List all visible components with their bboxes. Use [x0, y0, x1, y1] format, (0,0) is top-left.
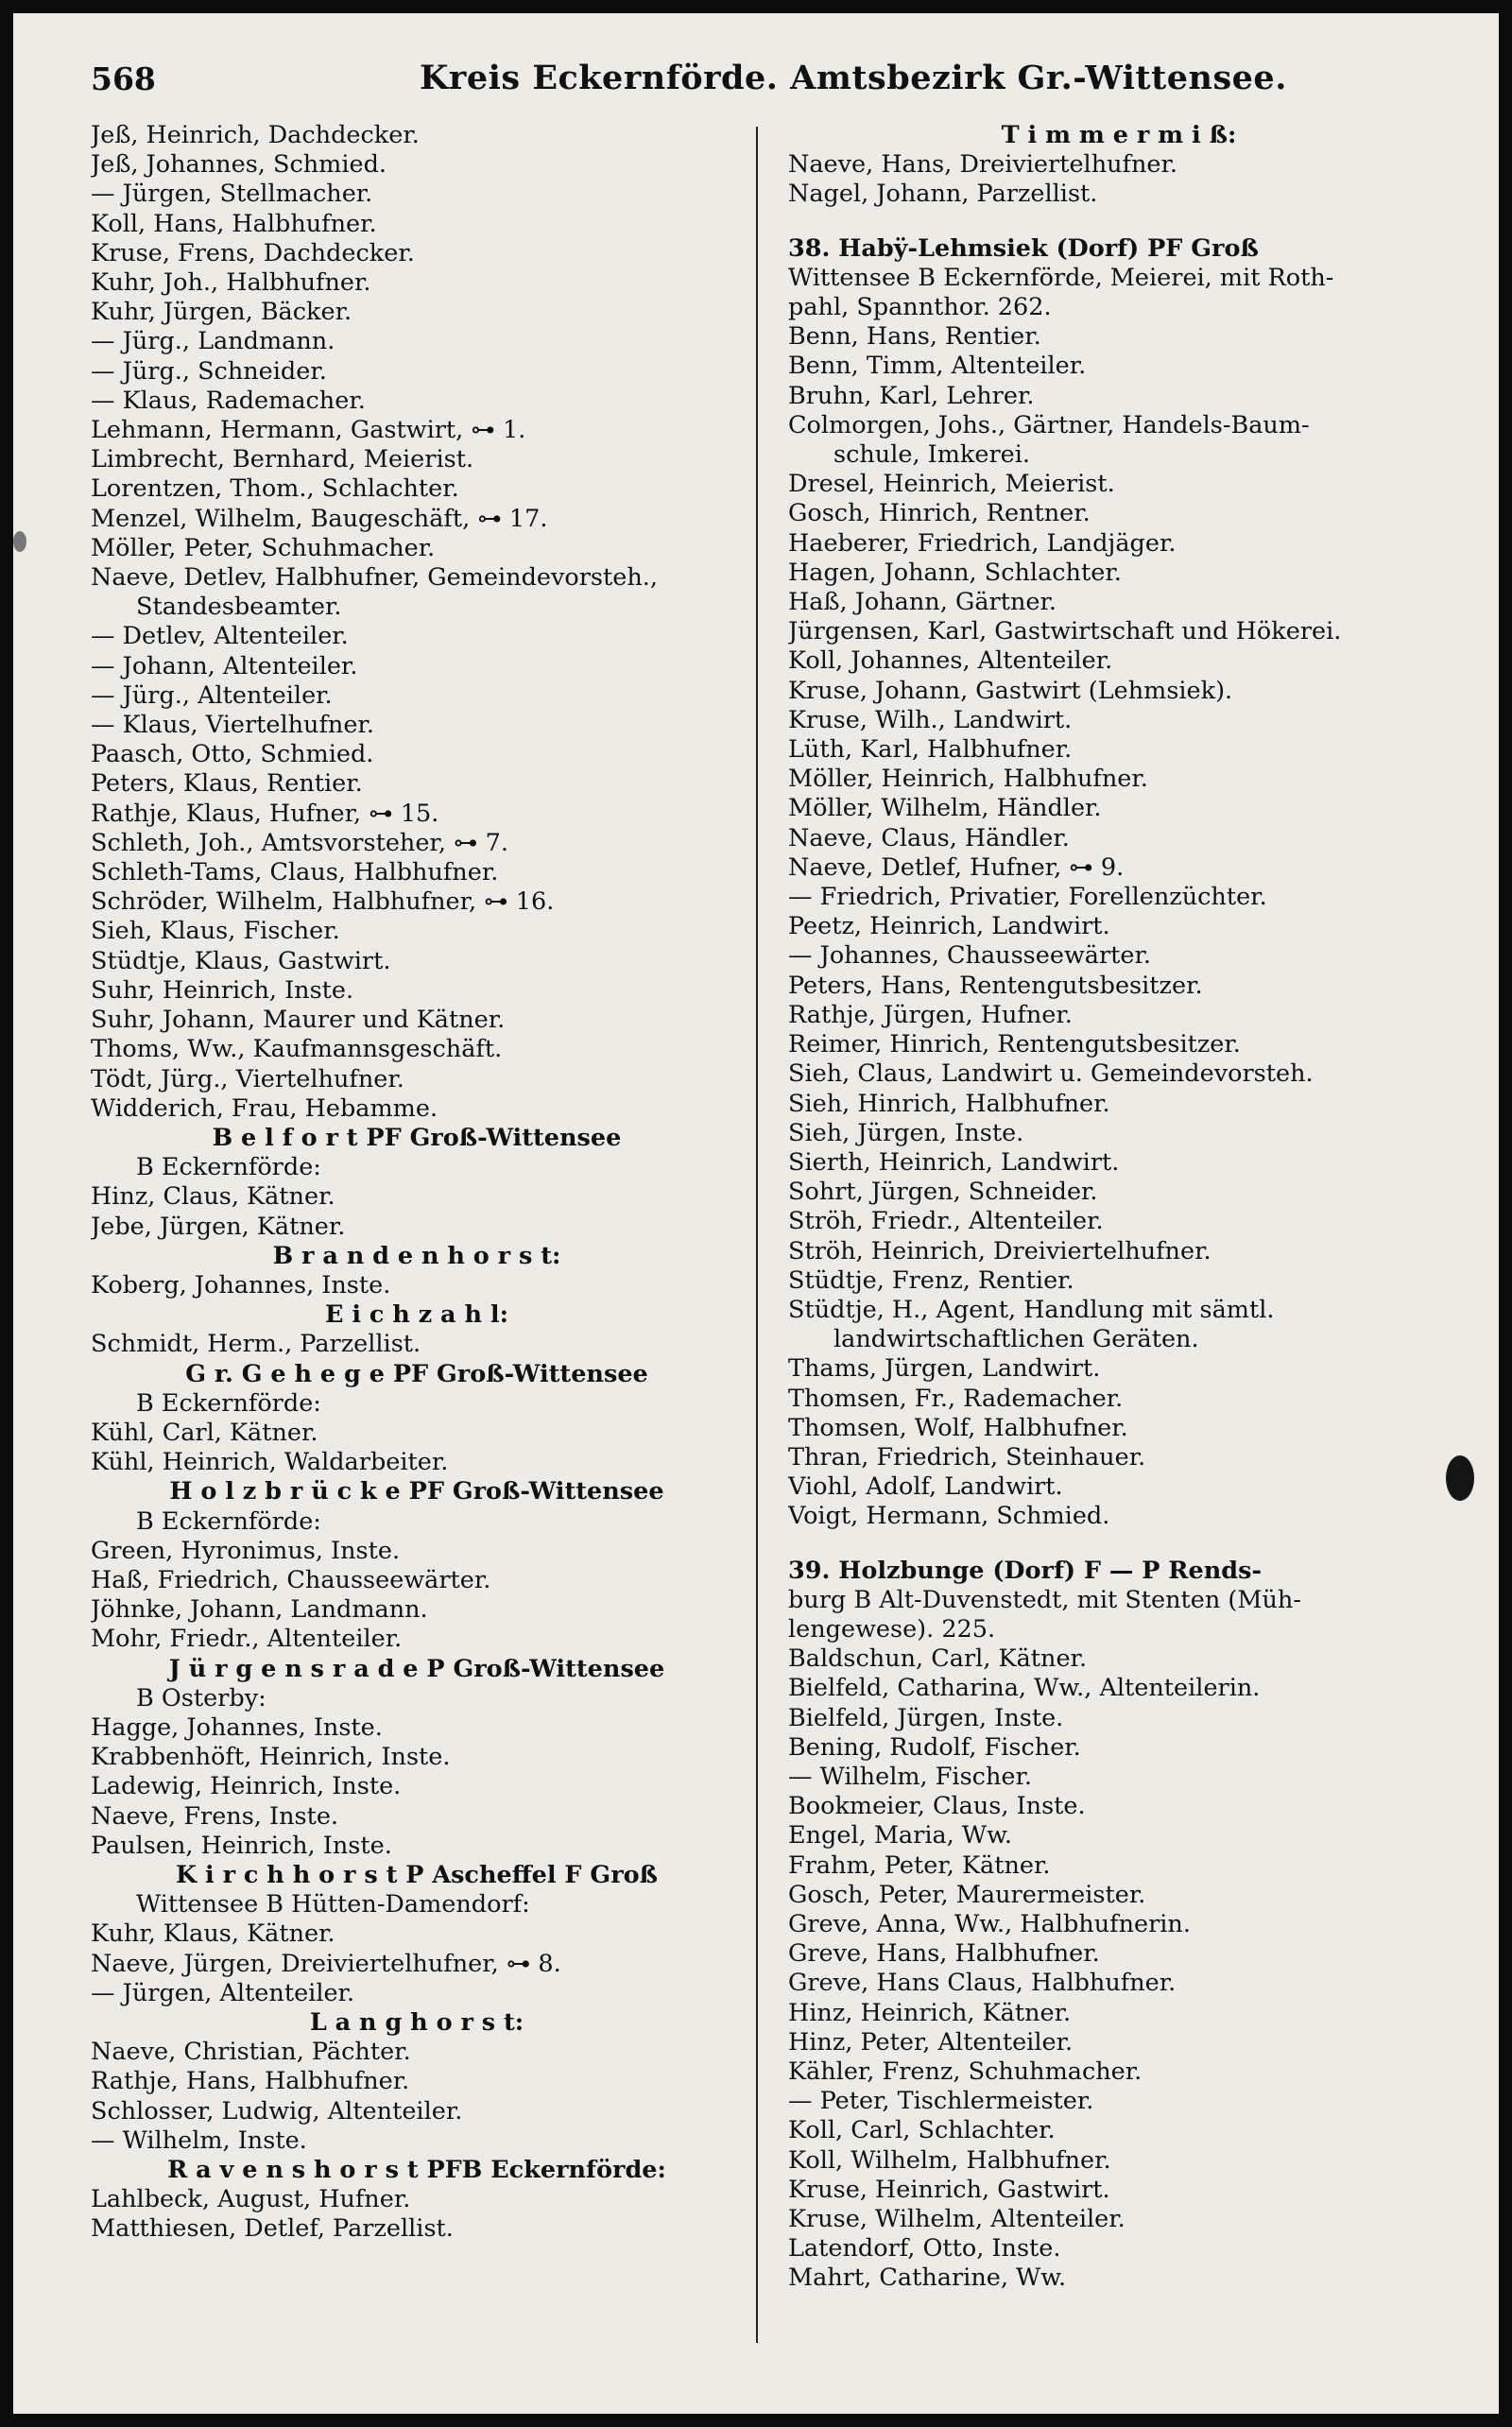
directory-entry: Gosch, Peter, Maurermeister. — [788, 1880, 1146, 1909]
directory-entry: Rathje, Hans, Halbhufner. — [91, 2067, 410, 2096]
directory-entry: B Eckernförde: — [136, 1153, 321, 1182]
directory-entry: Peters, Hans, Rentengutsbesitzer. — [788, 971, 1203, 1000]
directory-entry: B Eckernförde: — [136, 1506, 321, 1536]
directory-entry: Krabbenhöft, Heinrich, Inste. — [91, 1743, 451, 1772]
directory-entry: Sohrt, Jürgen, Schneider. — [788, 1178, 1098, 1207]
directory-entry: — Johannes, Chausseewärter. — [788, 941, 1152, 971]
directory-entry: schule, Imkerei. — [833, 440, 1031, 470]
binding-hole — [13, 531, 26, 552]
directory-entry: Bielfeld, Jürgen, Inste. — [788, 1703, 1064, 1732]
directory-entry: Lehmann, Hermann, Gastwirt, ⊶ 1. — [91, 416, 526, 445]
directory-entry: landwirtschaftlichen Geräten. — [833, 1325, 1199, 1354]
directory-entry: Thams, Jürgen, Landwirt. — [788, 1354, 1101, 1384]
section-heading: J ü r g e n s r a d e P Groß-Wittensee — [168, 1654, 665, 1683]
directory-entry: Naeve, Detlev, Halbhufner, Gemeindevorsteh., — [91, 563, 658, 593]
directory-entry: Thomsen, Fr., Rademacher. — [788, 1384, 1124, 1413]
directory-entry: Ladewig, Heinrich, Inste. — [91, 1772, 402, 1801]
section-heading: L a n g h o r s t: — [309, 2008, 524, 2037]
directory-entry: Jeß, Johannes, Schmied. — [91, 150, 387, 180]
directory-entry: Kruse, Heinrich, Gastwirt. — [788, 2175, 1110, 2204]
directory-entry: burg B Alt-Duvenstedt, mit Stenten (Müh- — [788, 1585, 1301, 1614]
section-heading: H o l z b r ü c k e PF Groß-Wittensee — [169, 1477, 664, 1506]
directory-entry: Naeve, Jürgen, Dreiviertelhufner, ⊶ 8. — [91, 1949, 561, 1978]
directory-entry: — Wilhelm, Fischer. — [788, 1762, 1032, 1791]
directory-entry: Thomsen, Wolf, Halbhufner. — [788, 1413, 1128, 1442]
directory-entry: Naeve, Hans, Dreiviertelhufner. — [788, 150, 1177, 180]
right-column — [788, 121, 1450, 2294]
directory-entry: Sieh, Jürgen, Inste. — [788, 1118, 1024, 1147]
directory-entry: Naeve, Claus, Händler. — [788, 823, 1070, 852]
directory-page — [13, 13, 1499, 2414]
directory-entry: Kruse, Johann, Gastwirt (Lehmsiek). — [788, 676, 1233, 705]
directory-entry: — Detlev, Altenteiler. — [91, 622, 349, 651]
directory-entry: Stüdtje, Frenz, Rentier. — [788, 1265, 1074, 1295]
directory-entry: Menzel, Wilhelm, Baugeschäft, ⊶ 17. — [91, 504, 548, 533]
directory-entry: Haß, Friedrich, Chausseewärter. — [91, 1565, 491, 1594]
directory-entry: Hinz, Heinrich, Kätner. — [788, 1998, 1072, 2027]
directory-entry: Voigt, Hermann, Schmied. — [788, 1502, 1110, 1531]
directory-entry: — Jürgen, Stellmacher. — [91, 180, 373, 209]
directory-entry: Kuhr, Jürgen, Bäcker. — [91, 298, 352, 327]
directory-entry: Koll, Hans, Halbhufner. — [91, 209, 377, 238]
directory-entry: — Jürg., Altenteiler. — [91, 680, 333, 710]
section-heading: K i r c h h o r s t P Ascheffel F Groß — [175, 1860, 659, 1889]
directory-entry: Green, Hyronimus, Inste. — [91, 1536, 401, 1565]
directory-entry: Lüth, Karl, Halbhufner. — [788, 735, 1073, 765]
directory-entry: Hinz, Claus, Kätner. — [91, 1182, 335, 1212]
directory-entry: Kühl, Heinrich, Waldarbeiter. — [91, 1448, 449, 1477]
directory-entry: — Jürg., Landmann. — [91, 327, 335, 356]
section-heading: B e l f o r t PF Groß-Wittensee — [212, 1123, 622, 1152]
directory-entry: Rathje, Klaus, Hufner, ⊶ 15. — [91, 799, 439, 828]
ink-blot — [1446, 1455, 1474, 1501]
directory-entry: Suhr, Heinrich, Inste. — [91, 975, 354, 1005]
directory-entry: — Friedrich, Privatier, Forellenzüchter. — [788, 883, 1267, 912]
directory-entry: Nagel, Johann, Parzellist. — [788, 180, 1098, 209]
directory-entry: Mahrt, Catharine, Ww. — [788, 2263, 1067, 2293]
directory-entry: Möller, Peter, Schuhmacher. — [91, 533, 436, 562]
directory-entry: — Jürg., Schneider. — [91, 356, 327, 386]
directory-entry: Koll, Carl, Schlachter. — [788, 2116, 1056, 2145]
directory-entry: Naeve, Frens, Inste. — [91, 1801, 339, 1831]
directory-entry: Paasch, Otto, Schmied. — [91, 740, 374, 769]
directory-entry: Lahlbeck, August, Hufner. — [91, 2185, 411, 2214]
directory-entry: Möller, Heinrich, Halbhufner. — [788, 765, 1148, 794]
directory-entry: Stüdtje, Klaus, Gastwirt. — [91, 946, 391, 975]
directory-entry: Naeve, Detlef, Hufner, ⊶ 9. — [788, 852, 1125, 882]
directory-entry: B Osterby: — [136, 1683, 266, 1713]
directory-entry: Kühl, Carl, Kätner. — [91, 1418, 318, 1447]
directory-entry: Dresel, Heinrich, Meierist. — [788, 470, 1115, 499]
page-number: 568 — [91, 60, 156, 97]
column-divider — [756, 127, 758, 2343]
directory-entry: Kuhr, Joh., Halbhufner. — [91, 268, 371, 298]
directory-entry: Kruse, Wilhelm, Altenteiler. — [788, 2205, 1125, 2234]
directory-entry: Hagen, Johann, Schlachter. — [788, 558, 1122, 587]
directory-entry: Sieh, Claus, Landwirt u. Gemeindevorsteh. — [788, 1059, 1314, 1089]
directory-entry: Möller, Wilhelm, Händler. — [788, 794, 1102, 823]
page-title: Kreis Eckernförde. Amtsbezirk Gr.-Wittensee. — [420, 59, 1287, 97]
directory-entry: — Jürgen, Altenteiler. — [91, 1978, 355, 2007]
directory-entry: — Johann, Altenteiler. — [91, 651, 358, 680]
directory-entry: — Peter, Tischlermeister. — [788, 2087, 1094, 2116]
directory-entry: Latendorf, Otto, Inste. — [788, 2234, 1061, 2263]
directory-entry: Engel, Maria, Ww. — [788, 1821, 1013, 1850]
directory-entry: Frahm, Peter, Kätner. — [788, 1850, 1051, 1880]
directory-entry: lengewese). 225. — [788, 1614, 996, 1644]
directory-entry: Bielfeld, Catharina, Ww., Altenteilerin. — [788, 1674, 1261, 1703]
directory-entry: Tödt, Jürg., Viertelhufner. — [91, 1064, 404, 1093]
section-spacer — [788, 210, 1450, 234]
section-heading: T i m m e r m i ß: — [1001, 121, 1237, 149]
directory-entry: Jöhnke, Johann, Landmann. — [91, 1595, 428, 1625]
directory-entry: Koberg, Johannes, Inste. — [91, 1270, 391, 1300]
directory-entry: B Eckernförde: — [136, 1388, 321, 1418]
directory-entry: Baldschun, Carl, Kätner. — [788, 1644, 1088, 1674]
directory-entry: Koll, Johannes, Altenteiler. — [788, 646, 1113, 676]
directory-entry: Standesbeamter. — [136, 593, 342, 622]
directory-entry: Schleth-Tams, Claus, Halbhufner. — [91, 858, 499, 887]
directory-entry: Bruhn, Karl, Lehrer. — [788, 381, 1035, 410]
directory-entry: Lorentzen, Thom., Schlachter. — [91, 474, 459, 504]
directory-entry: Koll, Wilhelm, Halbhufner. — [788, 2145, 1111, 2175]
directory-entry: Sieh, Klaus, Fischer. — [91, 917, 340, 946]
directory-entry: Wittensee B Eckernförde, Meierei, mit Roth- — [788, 263, 1334, 292]
directory-entry: — Klaus, Viertelhufner. — [91, 711, 374, 740]
directory-entry: Bookmeier, Claus, Inste. — [788, 1792, 1086, 1821]
directory-entry: Suhr, Johann, Maurer und Kätner. — [91, 1006, 506, 1035]
directory-entry: Benn, Timm, Altenteiler. — [788, 352, 1087, 381]
section-heading: 39. Holzbunge (Dorf) F — P Rends- — [788, 1556, 1263, 1585]
directory-entry: Hinz, Peter, Altenteiler. — [788, 2027, 1074, 2057]
directory-entry: Hagge, Johannes, Inste. — [91, 1713, 383, 1742]
section-heading: 38. Habÿ-Lehmsiek (Dorf) PF Groß — [788, 233, 1259, 263]
directory-entry: Limbrecht, Bernhard, Meierist. — [91, 445, 474, 474]
directory-entry: Widderich, Frau, Hebamme. — [91, 1093, 438, 1123]
section-heading: R a v e n s h o r s t PFB Eckernförde: — [167, 2156, 666, 2185]
directory-entry: Kähler, Frenz, Schuhmacher. — [788, 2057, 1143, 2086]
directory-entry: Colmorgen, Johs., Gärtner, Handels-Baum- — [788, 410, 1310, 439]
directory-entry: Thran, Friedrich, Steinhauer. — [788, 1442, 1146, 1472]
directory-entry: Wittensee B Hütten-Damendorf: — [136, 1890, 530, 1919]
directory-entry: Mohr, Friedr., Altenteiler. — [91, 1625, 403, 1654]
directory-entry: Kruse, Wilh., Landwirt. — [788, 705, 1073, 734]
section-heading: G r. G e h e g e PF Groß-Wittensee — [185, 1359, 648, 1388]
directory-entry: Kruse, Frens, Dachdecker. — [91, 238, 415, 267]
directory-entry: Paulsen, Heinrich, Inste. — [91, 1831, 392, 1860]
directory-entry: Viohl, Adolf, Landwirt. — [788, 1472, 1063, 1502]
directory-entry: Stüdtje, H., Agent, Handlung mit sämtl. — [788, 1295, 1275, 1324]
directory-entry: Bening, Rudolf, Fischer. — [788, 1732, 1081, 1762]
directory-entry: Greve, Hans, Halbhufner. — [788, 1939, 1100, 1969]
directory-entry: — Klaus, Rademacher. — [91, 386, 366, 415]
directory-entry: Jürgensen, Karl, Gastwirtschaft und Hökerei. — [788, 617, 1342, 646]
directory-entry: Benn, Hans, Rentier. — [788, 322, 1041, 352]
directory-entry: Ströh, Heinrich, Dreiviertelhufner. — [788, 1236, 1211, 1265]
directory-entry: Greve, Hans Claus, Halbhufner. — [788, 1969, 1177, 1998]
left-column — [91, 121, 743, 2245]
directory-entry: Schröder, Wilhelm, Halbhufner, ⊶ 16. — [91, 887, 555, 917]
directory-entry: Thoms, Ww., Kaufmannsgeschäft. — [91, 1035, 503, 1064]
directory-entry: Haeberer, Friedrich, Landjäger. — [788, 528, 1177, 558]
directory-entry: Gosch, Hinrich, Rentner. — [788, 499, 1091, 528]
directory-entry: Ströh, Friedr., Altenteiler. — [788, 1207, 1104, 1236]
directory-entry: Peetz, Heinrich, Landwirt. — [788, 912, 1110, 941]
directory-entry: Schlosser, Ludwig, Altenteiler. — [91, 2096, 463, 2126]
directory-entry: Reimer, Hinrich, Rentengutsbesitzer. — [788, 1030, 1241, 1059]
directory-entry: Greve, Anna, Ww., Halbhufnerin. — [788, 1909, 1191, 1938]
directory-entry: Sierth, Heinrich, Landwirt. — [788, 1147, 1120, 1177]
directory-entry: — Wilhelm, Inste. — [91, 2126, 307, 2155]
section-heading: B r a n d e n h o r s t: — [272, 1241, 561, 1270]
directory-entry: Jeß, Heinrich, Dachdecker. — [91, 121, 420, 149]
directory-entry: Haß, Johann, Gärtner. — [788, 588, 1057, 617]
directory-entry: Naeve, Christian, Pächter. — [91, 2038, 411, 2067]
directory-entry: Schmidt, Herm., Parzellist. — [91, 1330, 421, 1359]
directory-entry: Kuhr, Klaus, Kätner. — [91, 1919, 335, 1949]
directory-entry: pahl, Spannthor. 262. — [788, 293, 1052, 322]
directory-entry: Matthiesen, Detlef, Parzellist. — [91, 2214, 454, 2244]
section-heading: E i c h z a h l: — [325, 1300, 508, 1330]
directory-entry: Sieh, Hinrich, Halbhufner. — [788, 1089, 1110, 1118]
directory-entry: Jebe, Jürgen, Kätner. — [91, 1212, 346, 1241]
section-spacer — [788, 1532, 1450, 1557]
directory-entry: Schleth, Joh., Amtsvorsteher, ⊶ 7. — [91, 828, 508, 857]
directory-entry: Peters, Klaus, Rentier. — [91, 769, 363, 799]
directory-entry: Rathje, Jürgen, Hufner. — [788, 1000, 1073, 1029]
